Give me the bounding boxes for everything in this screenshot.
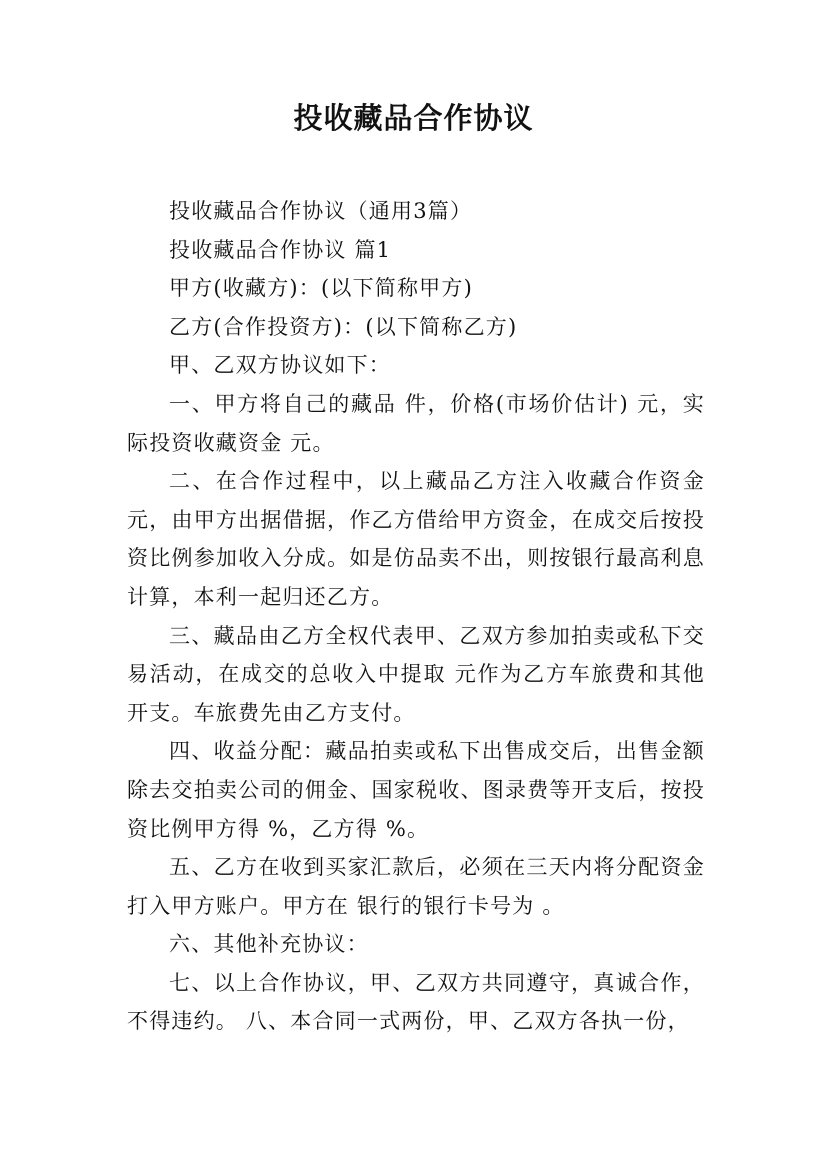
document-body	[127, 192, 705, 1041]
paragraph-clause-1: 一、甲方将自己的藏品 件，价格(市场价估计) 元，实际投资收藏资金 元。	[127, 391, 705, 455]
paragraph-clause-6: 六、其他补充协议：	[169, 932, 369, 957]
paragraph-party-b: 乙方(合作投资方)：(以下简称乙方)	[169, 314, 518, 339]
paragraph-clause-4: 四、收益分配：藏品拍卖或私下出售成交后，出售金额除去交拍卖公司的佣金、国家税收、图录费等开支后，按投资比例甲方得 %，乙方得 %。	[127, 739, 705, 841]
paragraph-clause-3: 三、藏品由乙方全权代表甲、乙双方参加拍卖或私下交易活动，在成交的总收入中提取 元作为乙方车旅费和其他开支。车旅费先由乙方支付。	[127, 623, 705, 725]
paragraph-clause-7-8: 七、以上合作协议，甲、乙双方共同遵守，真诚合作，不得违约。 八、本合同一式两份，甲、乙双方各执一份，	[127, 970, 705, 1034]
paragraph-clause-2: 二、在合作过程中，以上藏品乙方注入收藏合作资金 元，由甲方出据借据，作乙方借给甲方资金，在成交后按投资比例参加收入分成。如是仿品卖不出，则按银行最高利息计算，本利一起归还乙方。	[127, 469, 705, 609]
paragraph-agreement-intro: 甲、乙双方协议如下：	[169, 353, 391, 378]
paragraph-clause-5: 五、乙方在收到买家汇款后，必须在三天内将分配资金打入甲方账户。甲方在 银行的银行卡号为 。	[127, 855, 705, 918]
document-title: 投收藏品合作协议	[293, 101, 534, 135]
paragraph-article-heading: 投收藏品合作协议 篇1	[169, 237, 392, 262]
paragraph-party-a: 甲方(收藏方)：(以下简称甲方)	[169, 276, 473, 301]
paragraph-subtitle: 投收藏品合作协议（通用3篇）	[169, 199, 473, 223]
